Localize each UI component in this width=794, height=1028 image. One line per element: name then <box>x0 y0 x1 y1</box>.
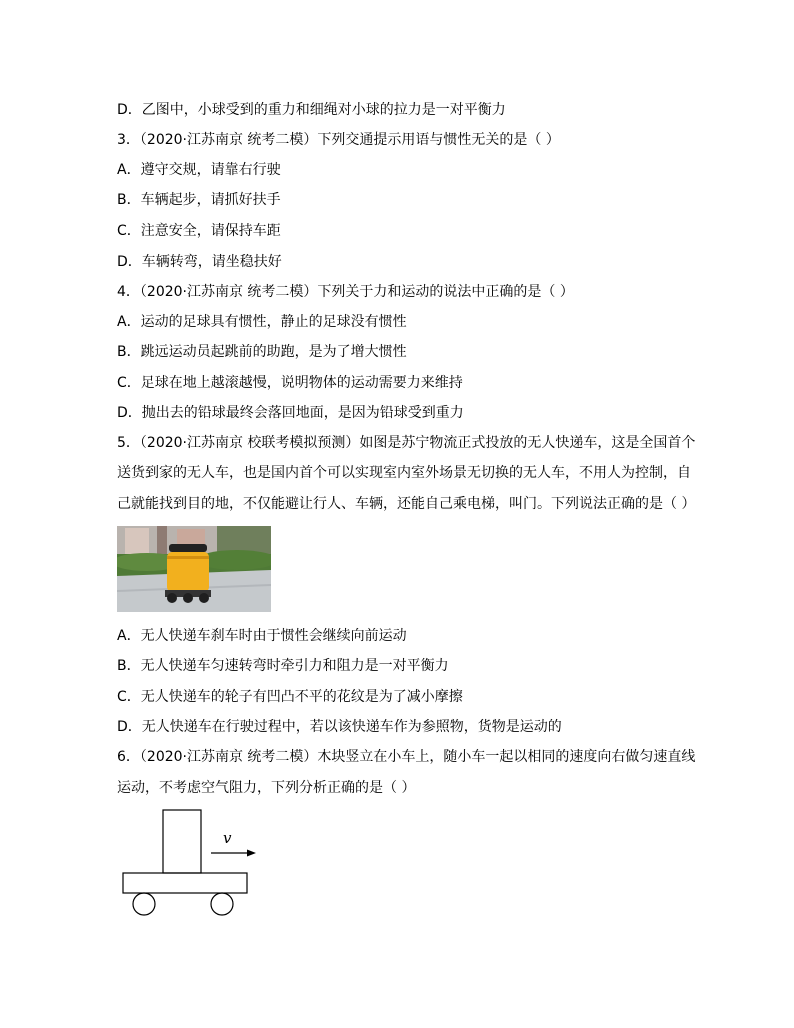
q5-option-b: B．无人快递车匀速转弯时牵引力和阻力是一对平衡力 <box>117 658 449 674</box>
q3-option-d: D．车辆转弯，请坐稳扶好 <box>117 254 282 270</box>
q5-option-d: D．无人快递车在行驶过程中，若以该快递车作为参照物，货物是运动的 <box>117 719 562 735</box>
q4-option-d: D．抛出去的铅球最终会落回地面，是因为铅球受到重力 <box>117 405 464 421</box>
cart-wheel-left <box>133 893 155 915</box>
q6-stem-line1: 6．（2020·江苏南京 统考二模）木块竖立在小车上，随小车一起以相同的速度向右做匀速直线 <box>117 749 696 765</box>
cart-wheel-right <box>211 893 233 915</box>
wooden-block <box>163 810 201 873</box>
q5-stem-line2: 送货到家的无人车，也是国内首个可以实现室内室外场景无切换的无人车，不用人为控制，自 <box>117 465 691 481</box>
q6-stem-line2: 运动，不考虑空气阻力，下列分析正确的是（ ） <box>117 780 416 796</box>
q5-stem-line3: 己就能找到目的地，不仅能避让行人、车辆，还能自己乘电梯，叫门。下列说法正确的是（ ） <box>117 496 696 512</box>
delivery-robot-photo <box>117 526 271 612</box>
q5-option-a: A．无人快递车刹车时由于惯性会继续向前运动 <box>117 628 407 644</box>
velocity-arrow-head <box>247 850 256 857</box>
q2-option-d: D．乙图中，小球受到的重力和细绳对小球的拉力是一对平衡力 <box>117 102 506 118</box>
cart-body <box>123 873 247 893</box>
q3-option-c: C．注意安全，请保持车距 <box>117 223 281 239</box>
q4-option-b: B．跳远运动员起跳前的助跑，是为了增大惯性 <box>117 344 407 360</box>
q4-option-c: C．足球在地上越滚越慢，说明物体的运动需要力来维持 <box>117 375 463 391</box>
q3-option-b: B．车辆起步，请抓好扶手 <box>117 192 281 208</box>
q3-stem: 3．（2020·江苏南京 统考二模）下列交通提示用语与惯性无关的是（ ） <box>117 132 560 148</box>
cart-block-diagram <box>115 805 275 925</box>
q4-stem: 4．（2020·江苏南京 统考二模）下列关于力和运动的说法中正确的是（ ） <box>117 284 574 300</box>
q5-stem-line1: 5．（2020·江苏南京 校联考模拟预测）如图是苏宁物流正式投放的无人快递车，这是全国首个 <box>117 435 696 451</box>
q4-option-a: A．运动的足球具有惯性，静止的足球没有惯性 <box>117 314 407 330</box>
q3-option-a: A．遵守交规，请靠右行驶 <box>117 162 281 178</box>
q5-option-c: C．无人快递车的轮子有凹凸不平的花纹是为了减小摩擦 <box>117 689 463 705</box>
velocity-label: v <box>223 829 232 847</box>
